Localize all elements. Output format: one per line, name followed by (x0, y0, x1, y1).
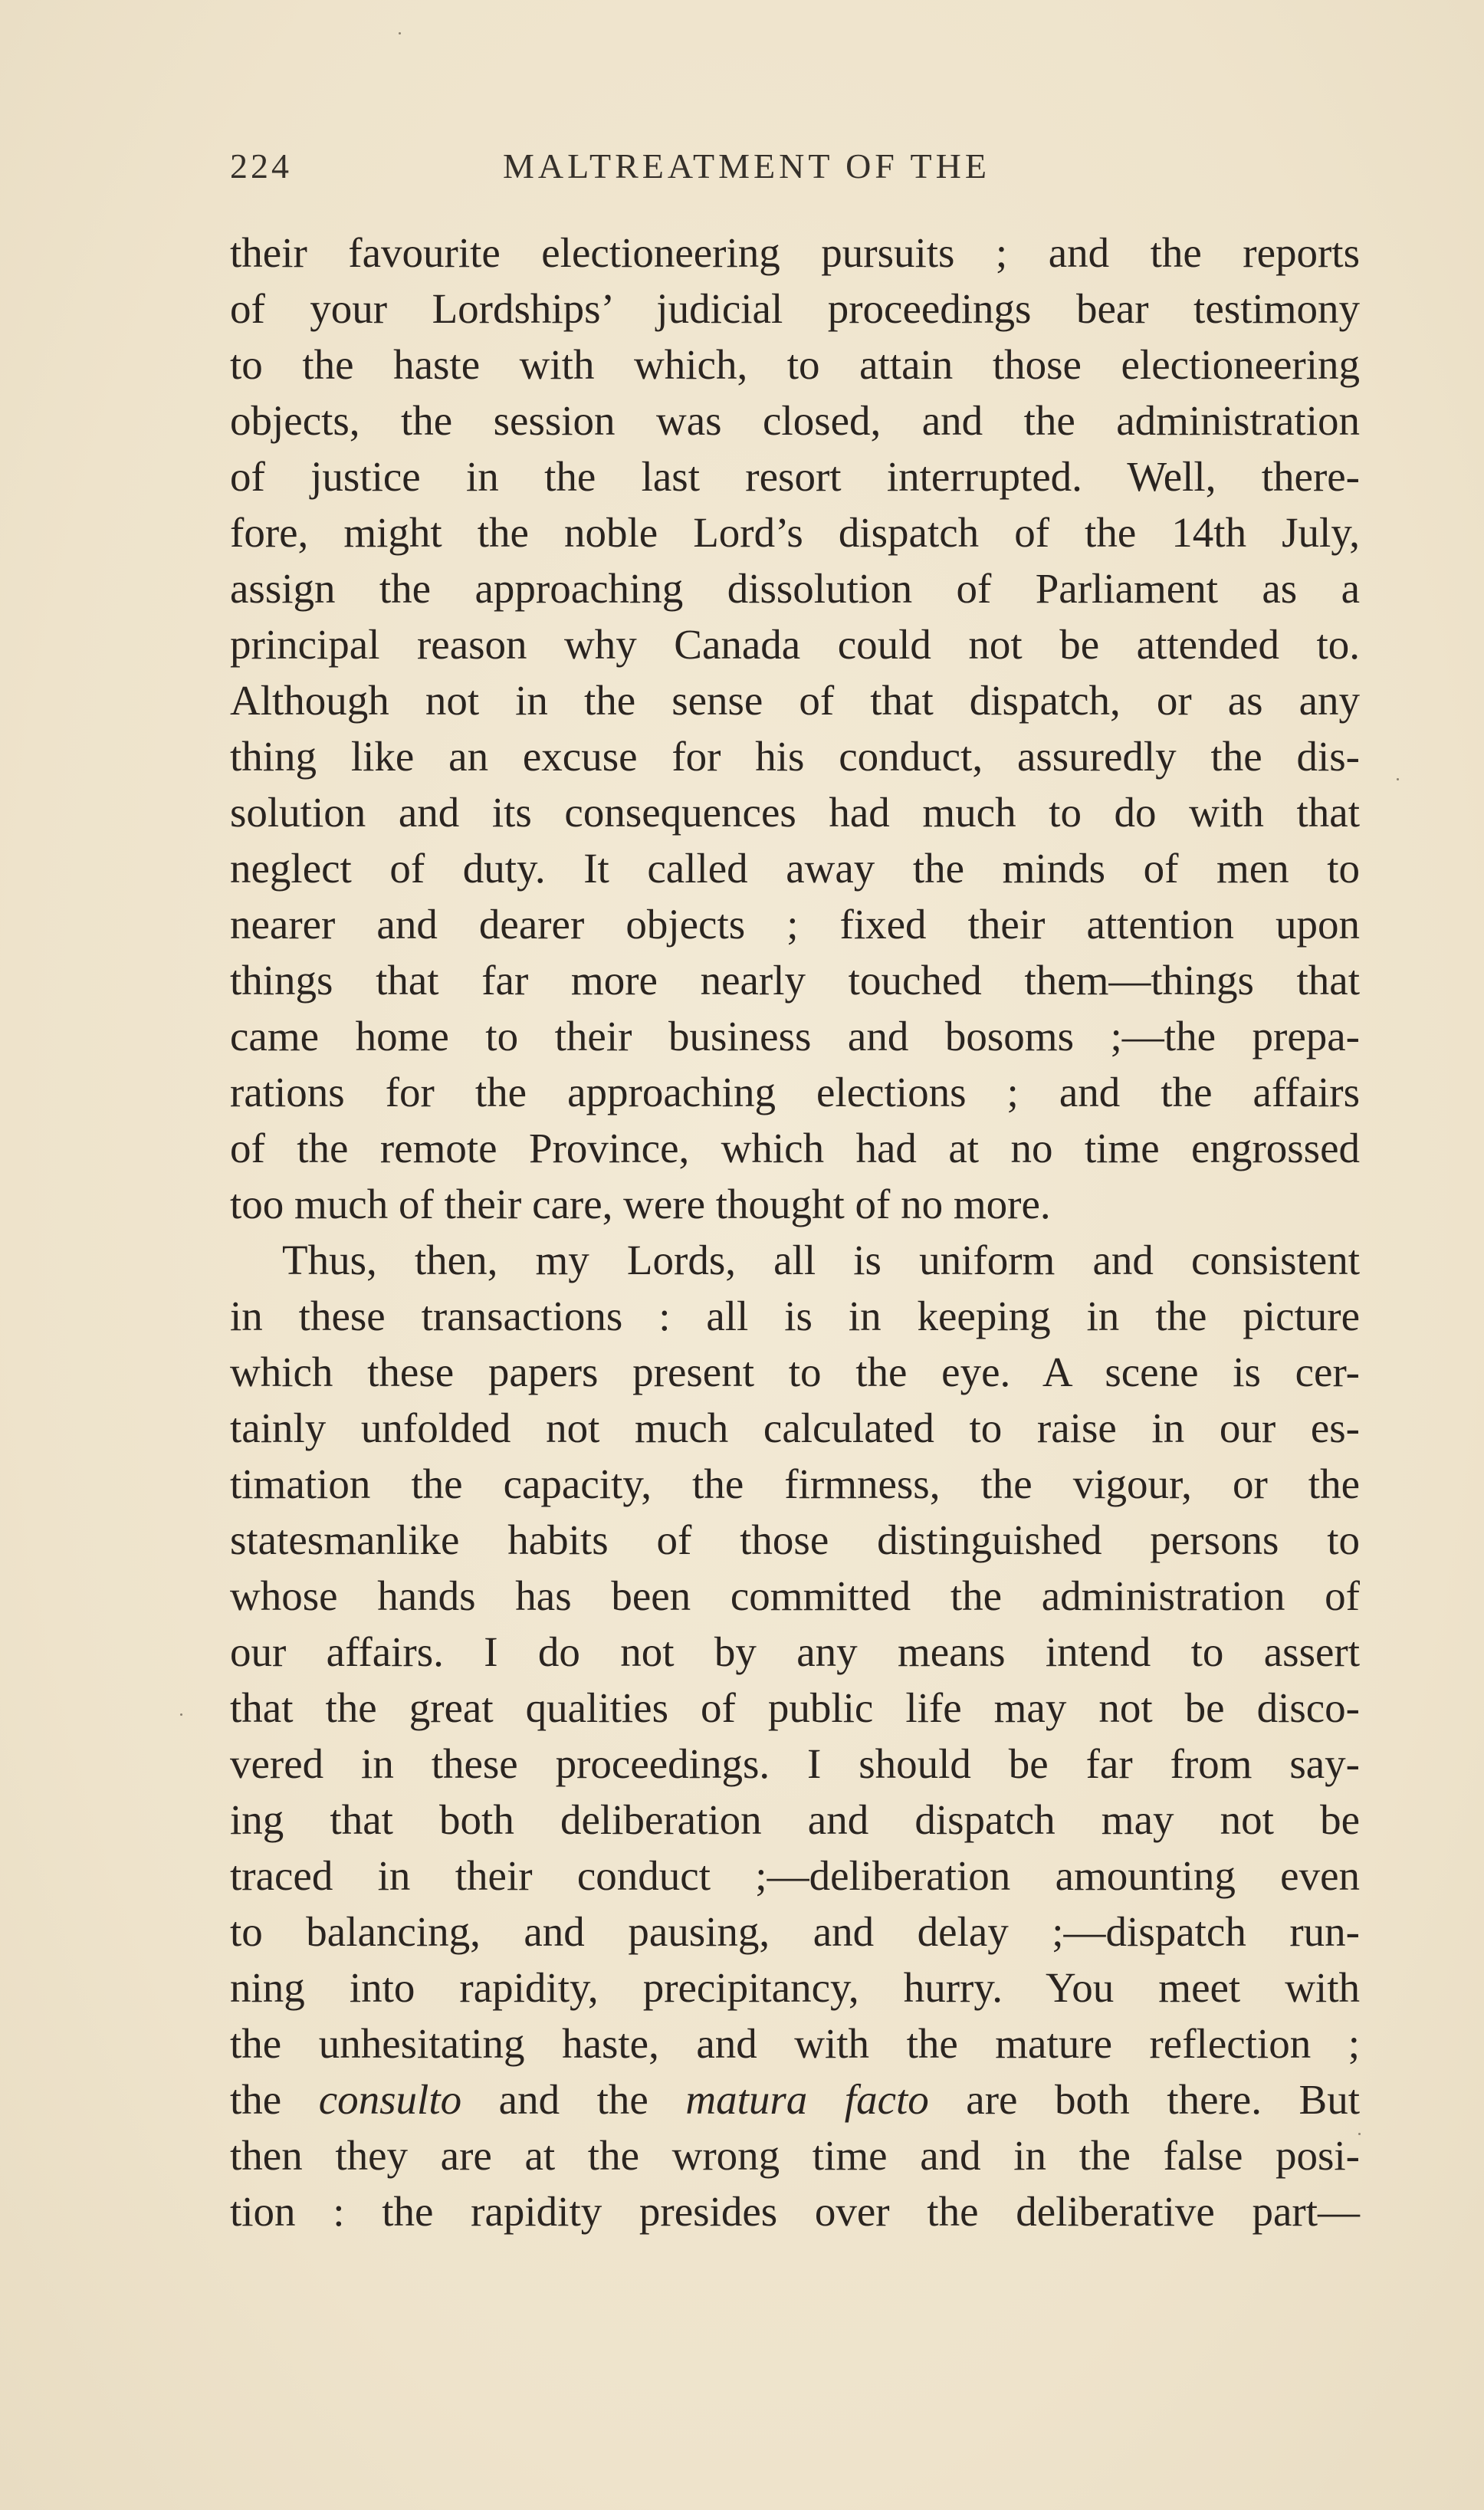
text-line: thing like an excuse for his conduct, assuredly the dis- (230, 733, 1360, 780)
text-line: timation the capacity, the firmness, the vigour, or the (230, 1460, 1360, 1507)
text-line: neglect of duty. It called away the minds of men to (230, 845, 1360, 892)
text-line: to balancing, and pausing, and delay ;—dispatch run- (230, 1908, 1360, 1955)
text-line: nearer and dearer objects ; fixed their attention upon (230, 901, 1360, 948)
page-number: 224 (230, 146, 292, 186)
page-header (230, 146, 1364, 199)
text-line: which these papers present to the eye. A scene is cer- (230, 1349, 1360, 1395)
text-line: rations for the approaching elections ; and the affairs (230, 1069, 1360, 1115)
text-line: ning into rapidity, precipitancy, hurry. You meet with (230, 1964, 1360, 2011)
text-line: their favourite electioneering pursuits ; and the reports (230, 229, 1360, 276)
text-line: fore, might the noble Lord’s dispatch of the 14th July, (230, 509, 1360, 556)
latin-term-matura-facto: matura facto (685, 2076, 929, 2123)
text-line: Although not in the sense of that dispatch, or as any (230, 677, 1360, 724)
text-fragment: and the (461, 2076, 686, 2123)
text-line: came home to their business and bosoms ;—the prepa- (230, 1013, 1360, 1060)
text-line: vered in these proceedings. I should be far from say- (230, 1740, 1360, 1787)
text-fragment: are both there. But (928, 2076, 1360, 2123)
text-line: statesmanlike habits of those distinguished persons to (230, 1516, 1360, 1563)
text-line (230, 2071, 1360, 2127)
text-line: our affairs. I do not by any means intend to assert (230, 1628, 1360, 1675)
text-line: of your Lordships’ judicial proceedings bear testimony (230, 285, 1360, 332)
text-line: principal reason why Canada could not be attended to. (230, 621, 1360, 668)
text-line: of justice in the last resort interrupted. Well, there- (230, 453, 1360, 500)
text-line: traced in their conduct ;—deliberation amounting even (230, 1852, 1360, 1899)
body-text (230, 225, 1360, 2239)
text-line: assign the approaching dissolution of Parliament as a (230, 565, 1360, 612)
text-line: too much of their care, were thought of no more. (230, 1181, 1051, 1227)
paper-speck (399, 32, 401, 34)
running-title: MALTREATMENT OF THE (503, 146, 990, 186)
text-line: whose hands has been committed the administration of (230, 1572, 1360, 1619)
text-line: of the remote Province, which had at no time engrossed (230, 1125, 1360, 1171)
paper-speck (180, 1713, 182, 1716)
paragraph (230, 225, 1360, 1232)
text-fragment: the (230, 2076, 319, 2123)
text-line: that the great qualities of public life may not be disco- (230, 1684, 1360, 1731)
text-line: the unhesitating haste, and with the mature reflection ; (230, 2020, 1360, 2067)
paragraph (230, 1232, 1360, 2239)
text-line: Thus, then, my Lords, all is uniform and consistent (282, 1237, 1360, 1283)
text-line: in these transactions : all is in keeping in the picture (230, 1293, 1360, 1339)
text-line: then they are at the wrong time and in the false posi- (230, 2132, 1360, 2179)
paper-speck (1397, 778, 1399, 780)
text-line: objects, the session was closed, and the administration (230, 397, 1360, 444)
text-line: solution and its consequences had much to do with that (230, 789, 1360, 836)
text-line: to the haste with which, to attain those electioneering (230, 341, 1360, 388)
text-line: tion : the rapidity presides over the deliberative part— (230, 2188, 1360, 2235)
text-line: things that far more nearly touched them—things that (230, 957, 1360, 1004)
latin-term-consulto: consulto (318, 2076, 462, 2123)
text-line: ing that both deliberation and dispatch may not be (230, 1796, 1360, 1843)
text-line: tainly unfolded not much calculated to raise in our es- (230, 1404, 1360, 1451)
